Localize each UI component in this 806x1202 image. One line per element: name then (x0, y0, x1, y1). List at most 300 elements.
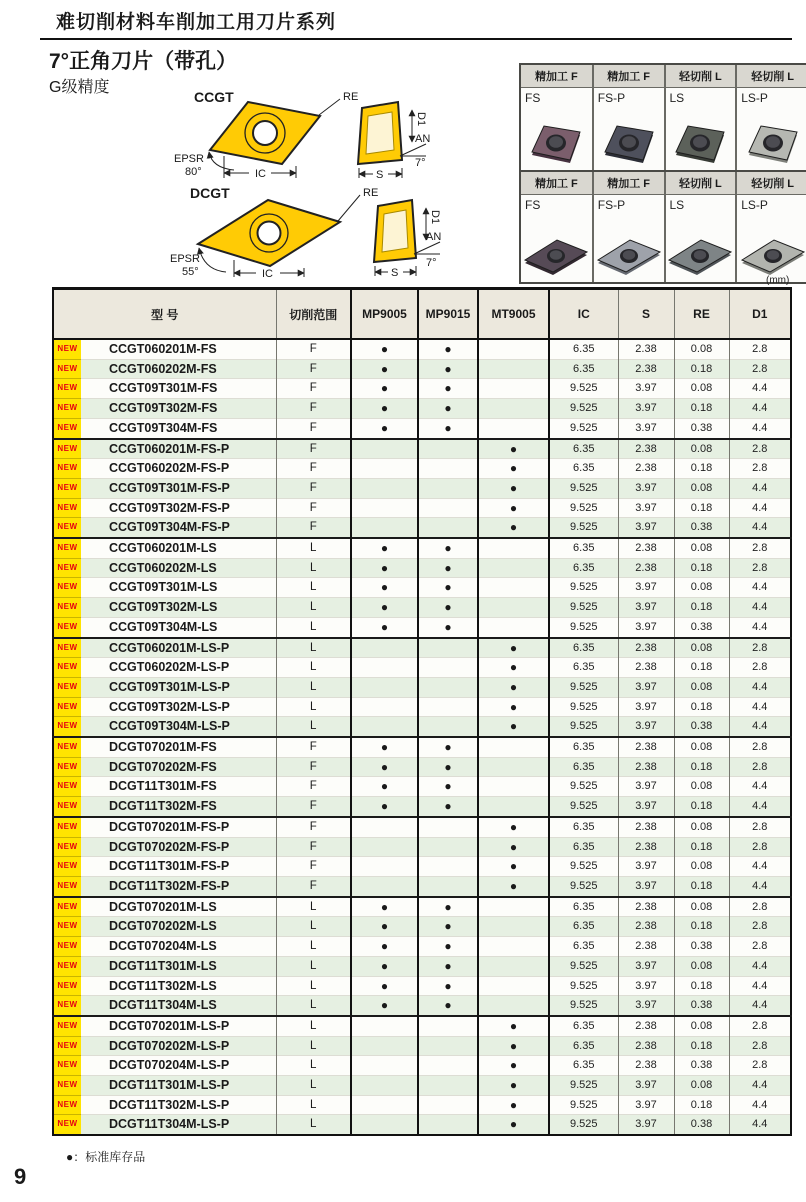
new-cell (53, 538, 81, 558)
mt9005-stock-dot (478, 797, 549, 817)
unit-note: (mm) (766, 275, 790, 286)
new-badge: NEW (57, 721, 78, 731)
mp9015-stock-dot (418, 1115, 478, 1135)
new-badge: NEW (57, 621, 78, 631)
range-cell: L (276, 538, 351, 558)
new-cell (53, 797, 81, 817)
range-cell: L (276, 717, 351, 737)
new-badge: NEW (57, 921, 78, 931)
new-cell (53, 996, 81, 1016)
range-cell: F (276, 399, 351, 419)
range-cell: L (276, 558, 351, 578)
re-cell: 0.08 (674, 897, 729, 917)
insert-variant-cell (593, 88, 665, 170)
model-cell: CCGT09T304M-LS (81, 617, 276, 637)
ic-cell: 6.35 (549, 558, 618, 578)
mp9015-stock-dot: ● (418, 339, 478, 359)
new-cell (53, 359, 81, 379)
new-badge: NEW (57, 383, 78, 393)
s-cell: 3.97 (618, 777, 674, 797)
d1-cell: 4.4 (729, 617, 791, 637)
mt9005-stock-dot: ● (478, 638, 549, 658)
range-cell: F (276, 498, 351, 518)
s-cell: 2.38 (618, 339, 674, 359)
page-number: 9 (14, 1164, 27, 1189)
s-cell: 3.97 (618, 617, 674, 637)
ccgt-epsr-label: EPSR (174, 153, 204, 165)
d1-cell: 2.8 (729, 897, 791, 917)
ic-cell: 6.35 (549, 359, 618, 379)
mp9005-stock-dot (351, 1056, 418, 1076)
new-cell (53, 1076, 81, 1096)
new-badge: NEW (57, 344, 78, 353)
mp9015-stock-dot: ● (418, 578, 478, 598)
ic-cell: 9.525 (549, 598, 618, 618)
re-cell: 0.18 (674, 658, 729, 678)
re-cell: 0.08 (674, 1016, 729, 1036)
mp9015-stock-dot: ● (418, 379, 478, 399)
mt9005-stock-dot (478, 737, 549, 757)
new-cell (53, 498, 81, 518)
ccgt-ic-label: IC (255, 168, 266, 180)
col-header-mt9005: MT9005 (478, 289, 549, 340)
ic-cell: 6.35 (549, 339, 618, 359)
new-cell (53, 598, 81, 618)
mt9005-stock-dot (478, 399, 549, 419)
col-header-mp9015: MP9015 (418, 289, 478, 340)
d1-cell: 2.8 (729, 937, 791, 957)
s-cell: 3.97 (618, 797, 674, 817)
s-cell: 3.97 (618, 1095, 674, 1115)
new-cell (53, 737, 81, 757)
d1-cell: 4.4 (729, 498, 791, 518)
range-cell: F (276, 418, 351, 438)
col-header-model: 型 号 (53, 289, 276, 340)
model-cell: DCGT11T302M-LS-P (81, 1095, 276, 1115)
variant-label: LS-P (741, 198, 768, 212)
mp9015-stock-dot: ● (418, 598, 478, 618)
table-row (53, 1056, 791, 1076)
new-badge: NEW (57, 502, 78, 512)
dcgt-s-label: S (391, 267, 399, 279)
re-cell: 0.08 (674, 578, 729, 598)
re-cell: 0.18 (674, 1095, 729, 1115)
table-row (53, 359, 791, 379)
d1-cell: 4.4 (729, 418, 791, 438)
mp9005-stock-dot: ● (351, 777, 418, 797)
table-row (53, 379, 791, 399)
mp9005-stock-dot (351, 876, 418, 896)
mt9005-stock-dot: ● (478, 857, 549, 877)
new-badge: NEW (57, 1060, 78, 1070)
mp9005-stock-dot: ● (351, 339, 418, 359)
s-cell: 2.38 (618, 817, 674, 837)
model-cell: CCGT09T304M-LS-P (81, 717, 276, 737)
s-cell: 3.97 (618, 379, 674, 399)
table-row (53, 777, 791, 797)
dcgt-label: DCGT (190, 185, 230, 201)
table-row (53, 518, 791, 538)
d1-cell: 2.8 (729, 917, 791, 937)
mt9005-stock-dot: ● (478, 697, 549, 717)
d1-cell: 4.4 (729, 876, 791, 896)
model-cell: CCGT09T304M-FS-P (81, 518, 276, 538)
re-cell: 0.08 (674, 538, 729, 558)
table-row (53, 598, 791, 618)
grid-header: 轻切削 L (665, 172, 737, 195)
mp9015-stock-dot (418, 518, 478, 538)
mt9005-stock-dot (478, 538, 549, 558)
range-cell: L (276, 658, 351, 678)
mt9005-stock-dot: ● (478, 817, 549, 837)
d1-cell: 2.8 (729, 459, 791, 479)
table-row (53, 817, 791, 837)
mp9015-stock-dot (418, 439, 478, 459)
d1-cell: 4.4 (729, 976, 791, 996)
table-row (53, 1016, 791, 1036)
new-cell (53, 439, 81, 459)
re-cell: 0.08 (674, 1076, 729, 1096)
mt9005-stock-dot: ● (478, 837, 549, 857)
re-cell: 0.18 (674, 797, 729, 817)
title-rule (40, 38, 792, 40)
range-cell: F (276, 359, 351, 379)
insert-photo (599, 118, 659, 166)
mt9005-stock-dot (478, 897, 549, 917)
mp9005-stock-dot (351, 638, 418, 658)
new-cell (53, 1016, 81, 1036)
d1-cell: 4.4 (729, 379, 791, 399)
ic-cell: 6.35 (549, 658, 618, 678)
mt9005-stock-dot (478, 578, 549, 598)
model-cell: DCGT11T302M-FS (81, 797, 276, 817)
s-cell: 2.38 (618, 558, 674, 578)
re-cell: 0.08 (674, 379, 729, 399)
mp9005-stock-dot (351, 478, 418, 498)
mp9005-stock-dot: ● (351, 976, 418, 996)
mp9005-stock-dot: ● (351, 897, 418, 917)
re-cell: 0.08 (674, 677, 729, 697)
new-badge: NEW (57, 1080, 78, 1090)
d1-cell: 4.4 (729, 598, 791, 618)
mp9015-stock-dot (418, 498, 478, 518)
ic-cell: 6.35 (549, 897, 618, 917)
s-cell: 3.97 (618, 876, 674, 896)
series-title: 难切削材料车削加工用刀片系列 (56, 12, 337, 33)
mt9005-stock-dot (478, 598, 549, 618)
new-badge: NEW (57, 482, 78, 492)
mt9005-stock-dot: ● (478, 1095, 549, 1115)
mp9005-stock-dot: ● (351, 797, 418, 817)
table-row (53, 439, 791, 459)
mt9005-stock-dot: ● (478, 876, 549, 896)
range-cell: F (276, 777, 351, 797)
table-row (53, 478, 791, 498)
s-cell: 3.97 (618, 857, 674, 877)
new-cell (53, 956, 81, 976)
table-row (53, 1076, 791, 1096)
mp9015-stock-dot (418, 1036, 478, 1056)
mt9005-stock-dot (478, 757, 549, 777)
range-cell: L (276, 1016, 351, 1036)
ic-cell: 9.525 (549, 578, 618, 598)
insert-photo (740, 232, 806, 278)
grid-header: 轻切削 L (736, 65, 806, 88)
ic-cell: 9.525 (549, 379, 618, 399)
new-badge: NEW (57, 582, 78, 592)
range-cell: F (276, 757, 351, 777)
new-cell (53, 677, 81, 697)
mp9015-stock-dot: ● (418, 399, 478, 419)
model-cell: CCGT09T301M-LS-P (81, 677, 276, 697)
grid-header: 精加工 F (521, 172, 593, 195)
range-cell: F (276, 837, 351, 857)
insert-photo (670, 118, 730, 166)
model-cell: DCGT070202M-LS-P (81, 1036, 276, 1056)
s-cell: 3.97 (618, 1115, 674, 1135)
re-cell: 0.08 (674, 737, 729, 757)
ic-cell: 9.525 (549, 717, 618, 737)
re-cell: 0.08 (674, 777, 729, 797)
mp9005-stock-dot (351, 439, 418, 459)
s-cell: 3.97 (618, 996, 674, 1016)
dcgt-epsr-label: EPSR (170, 253, 200, 265)
ccgt-label: CCGT (194, 89, 234, 105)
range-cell: L (276, 1115, 351, 1135)
new-badge: NEW (57, 1119, 78, 1129)
insert-photo (667, 232, 733, 278)
mt9005-stock-dot (478, 917, 549, 937)
new-badge: NEW (57, 742, 78, 752)
insert-variant-cell (521, 195, 593, 282)
table-row (53, 658, 791, 678)
new-badge: NEW (57, 880, 78, 890)
mp9015-stock-dot (418, 857, 478, 877)
mp9015-stock-dot: ● (418, 777, 478, 797)
mp9015-stock-dot: ● (418, 976, 478, 996)
range-cell: F (276, 817, 351, 837)
new-badge: NEW (57, 422, 78, 432)
re-cell: 0.08 (674, 439, 729, 459)
range-cell: L (276, 578, 351, 598)
s-cell: 3.97 (618, 399, 674, 419)
s-cell: 2.38 (618, 737, 674, 757)
s-cell: 3.97 (618, 418, 674, 438)
re-cell: 0.18 (674, 399, 729, 419)
mt9005-stock-dot (478, 558, 549, 578)
new-cell (53, 1056, 81, 1076)
new-badge: NEW (57, 1020, 78, 1030)
s-cell: 3.97 (618, 478, 674, 498)
s-cell: 2.38 (618, 439, 674, 459)
mt9005-stock-dot: ● (478, 498, 549, 518)
mp9015-stock-dot: ● (418, 617, 478, 637)
new-badge: NEW (57, 1040, 78, 1050)
model-cell: CCGT060201M-LS (81, 538, 276, 558)
ccgt-epsr-angle: 80° (185, 166, 202, 178)
s-cell: 3.97 (618, 677, 674, 697)
ic-cell: 9.525 (549, 498, 618, 518)
mp9005-stock-dot: ● (351, 399, 418, 419)
table-row (53, 876, 791, 896)
insert-variant-cell (665, 195, 737, 282)
mp9005-stock-dot (351, 518, 418, 538)
dcgt-an-label: AN (426, 231, 442, 243)
range-cell: L (276, 677, 351, 697)
d1-cell: 2.8 (729, 1016, 791, 1036)
s-cell: 2.38 (618, 917, 674, 937)
ic-cell: 9.525 (549, 617, 618, 637)
grid-header: 轻切削 L (736, 172, 806, 195)
range-cell: F (276, 478, 351, 498)
model-cell: CCGT09T302M-FS (81, 399, 276, 419)
s-cell: 3.97 (618, 1076, 674, 1096)
mp9015-stock-dot: ● (418, 956, 478, 976)
model-cell: CCGT09T301M-FS-P (81, 478, 276, 498)
d1-cell: 4.4 (729, 717, 791, 737)
mp9015-stock-dot (418, 1056, 478, 1076)
ic-cell: 6.35 (549, 638, 618, 658)
insert-variant-cell (521, 88, 593, 170)
new-badge: NEW (57, 562, 78, 572)
new-cell (53, 339, 81, 359)
re-cell: 0.08 (674, 478, 729, 498)
re-cell: 0.08 (674, 857, 729, 877)
new-cell (53, 697, 81, 717)
new-badge: NEW (57, 642, 78, 652)
mt9005-stock-dot (478, 418, 549, 438)
s-cell: 3.97 (618, 976, 674, 996)
new-cell (53, 897, 81, 917)
new-cell (53, 578, 81, 598)
model-cell: DCGT11T301M-LS (81, 956, 276, 976)
re-cell: 0.38 (674, 1115, 729, 1135)
table-row (53, 956, 791, 976)
variant-label: FS-P (597, 91, 626, 105)
s-cell: 3.97 (618, 518, 674, 538)
table-row (53, 418, 791, 438)
ic-cell: 6.35 (549, 439, 618, 459)
range-cell: F (276, 876, 351, 896)
new-badge: NEW (57, 841, 78, 851)
re-cell: 0.38 (674, 717, 729, 737)
col-header-ic: IC (549, 289, 618, 340)
range-cell: F (276, 379, 351, 399)
ccgt-d1-label: D1 (415, 112, 427, 127)
new-badge: NEW (57, 761, 78, 771)
model-cell: DCGT070202M-FS-P (81, 837, 276, 857)
mp9015-stock-dot (418, 658, 478, 678)
range-cell: F (276, 339, 351, 359)
table-row (53, 399, 791, 419)
mt9005-stock-dot (478, 617, 549, 637)
mp9015-stock-dot (418, 817, 478, 837)
model-cell: DCGT070201M-LS (81, 897, 276, 917)
model-cell: DCGT070204M-LS-P (81, 1056, 276, 1076)
table-row (53, 1036, 791, 1056)
table-row (53, 996, 791, 1016)
re-cell: 0.18 (674, 876, 729, 896)
new-cell (53, 917, 81, 937)
re-cell: 0.08 (674, 638, 729, 658)
new-badge: NEW (57, 522, 78, 532)
ic-cell: 6.35 (549, 937, 618, 957)
insert-variant-cell (665, 88, 737, 170)
table-row (53, 538, 791, 558)
ic-cell: 6.35 (549, 737, 618, 757)
mt9005-stock-dot: ● (478, 1036, 549, 1056)
d1-cell: 2.8 (729, 1056, 791, 1076)
mt9005-stock-dot (478, 937, 549, 957)
new-cell (53, 817, 81, 837)
grid-header: 轻切削 L (665, 65, 737, 88)
ic-cell: 9.525 (549, 996, 618, 1016)
variant-label: LS (669, 198, 685, 212)
mt9005-stock-dot (478, 777, 549, 797)
range-cell: L (276, 976, 351, 996)
mt9005-stock-dot: ● (478, 518, 549, 538)
mt9005-stock-dot: ● (478, 1076, 549, 1096)
mp9005-stock-dot (351, 817, 418, 837)
range-cell: F (276, 737, 351, 757)
ic-cell: 6.35 (549, 917, 618, 937)
mp9015-stock-dot: ● (418, 737, 478, 757)
re-cell: 0.18 (674, 498, 729, 518)
table-row (53, 578, 791, 598)
dcgt-photo-grid (519, 170, 806, 284)
d1-cell: 2.8 (729, 638, 791, 658)
new-cell (53, 1115, 81, 1135)
mp9005-stock-dot (351, 1095, 418, 1115)
mp9005-stock-dot: ● (351, 617, 418, 637)
new-badge: NEW (57, 941, 78, 951)
new-badge: NEW (57, 602, 78, 612)
d1-cell: 4.4 (729, 518, 791, 538)
new-cell (53, 518, 81, 538)
d1-cell: 2.8 (729, 757, 791, 777)
new-cell (53, 638, 81, 658)
model-cell: DCGT11T301M-FS (81, 777, 276, 797)
table-row (53, 617, 791, 637)
mt9005-stock-dot: ● (478, 677, 549, 697)
re-cell: 0.18 (674, 917, 729, 937)
ic-cell: 6.35 (549, 1036, 618, 1056)
new-cell (53, 379, 81, 399)
mp9005-stock-dot (351, 498, 418, 518)
table-row (53, 837, 791, 857)
range-cell: L (276, 617, 351, 637)
mp9005-stock-dot (351, 837, 418, 857)
d1-cell: 2.8 (729, 558, 791, 578)
s-cell: 2.38 (618, 1056, 674, 1076)
ic-cell: 9.525 (549, 1095, 618, 1115)
re-cell: 0.08 (674, 817, 729, 837)
mp9005-stock-dot (351, 658, 418, 678)
new-badge: NEW (57, 801, 78, 811)
new-badge: NEW (57, 662, 78, 672)
d1-cell: 4.4 (729, 1076, 791, 1096)
new-badge: NEW (57, 781, 78, 791)
mp9005-stock-dot: ● (351, 757, 418, 777)
mt9005-stock-dot: ● (478, 1115, 549, 1135)
new-badge: NEW (57, 821, 78, 831)
mp9005-stock-dot: ● (351, 578, 418, 598)
col-header-mp9005: MP9005 (351, 289, 418, 340)
new-badge: NEW (57, 861, 78, 871)
ic-cell: 9.525 (549, 777, 618, 797)
ic-cell: 6.35 (549, 837, 618, 857)
insert-variant-cell (736, 195, 806, 282)
